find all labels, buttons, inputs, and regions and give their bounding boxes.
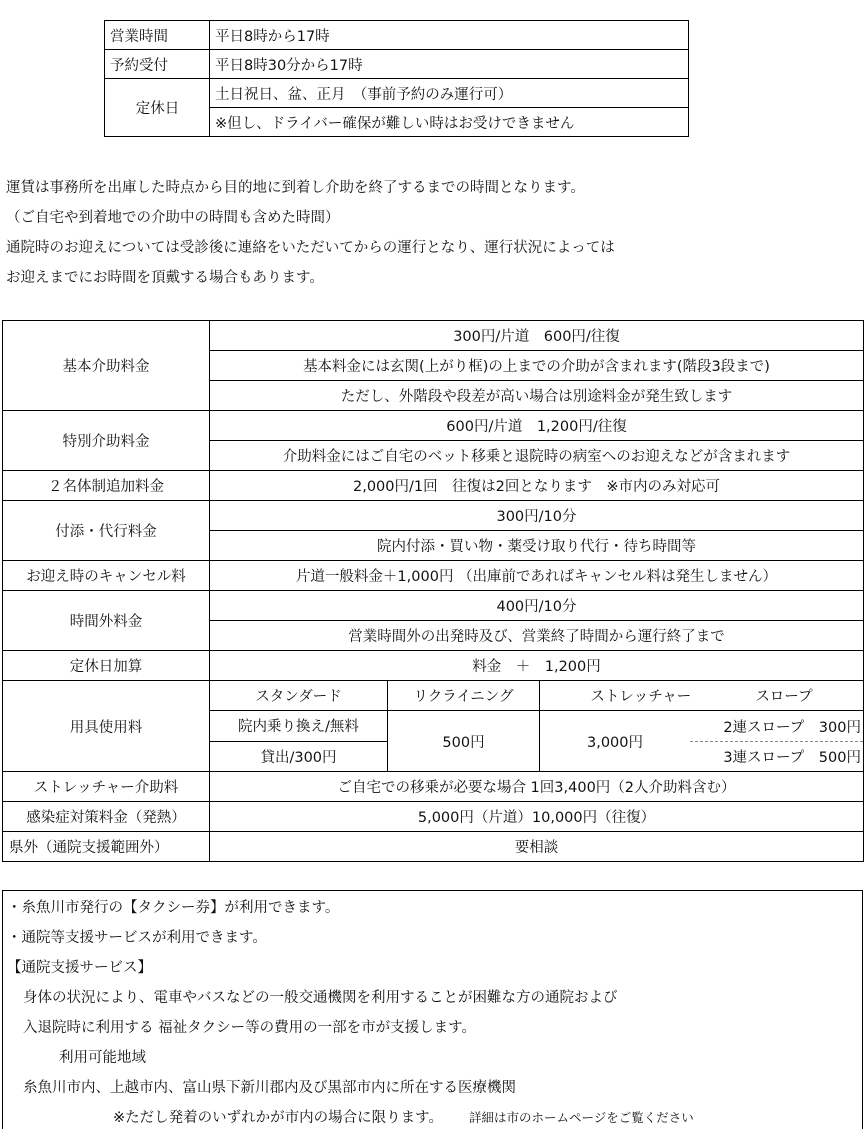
holidays-row bbox=[105, 79, 689, 108]
holiday-extra-value: 料金 ＋ 1,200円 bbox=[210, 651, 864, 681]
info-desc: 入退院時に利用する 福祉タクシー等の費用の一部を市が支援します。 bbox=[23, 1020, 476, 1036]
two-person-label: ２名体制追加料金 bbox=[3, 471, 210, 501]
info-condition: ※ただし発着のいずれかが市内の場合に限ります。 bbox=[113, 1110, 443, 1126]
fee-table bbox=[2, 320, 864, 862]
business-hours-table bbox=[104, 20, 689, 137]
basic-fee-label: 基本介助料金 bbox=[3, 321, 210, 411]
overtime-fee-price: 400円/10分 bbox=[210, 591, 864, 621]
reservation-label: 予約受付 bbox=[105, 50, 210, 79]
infection-fee-label: 感染症対策料金（発熱） bbox=[3, 802, 210, 832]
note-line: 運賃は事務所を出庫した時点から目的地に到着し介助を終了するまでの時間となります。 bbox=[6, 180, 585, 196]
overtime-fee-desc: 営業時間外の出発時及び、営業終了時間から運行終了まで bbox=[210, 621, 864, 651]
escort-fee-desc: 院内付添・買い物・薬受け取り代行・待ち時間等 bbox=[210, 531, 864, 561]
support-info-box bbox=[2, 890, 863, 1129]
equipment-header-slope: スロープ bbox=[755, 689, 813, 705]
reservation-row bbox=[105, 50, 689, 79]
equipment-standard-rental: 貸出/300円 bbox=[210, 741, 388, 772]
infection-fee-value: 5,000円（片道）10,000円（往復） bbox=[210, 802, 864, 832]
basic-fee-desc: 基本料金には玄関(上がり框)の上までの介助が含まれます(階段3段まで) bbox=[210, 351, 864, 381]
equipment-header-reclining: リクライニング bbox=[388, 681, 540, 711]
equipment-reclining-price: 500円 bbox=[388, 711, 540, 772]
equipment-header-standard: スタンダード bbox=[210, 681, 388, 711]
holidays-note: ※但し、ドライバー確保が難しい時はお受けできません bbox=[210, 108, 689, 137]
note-line: （ご自宅や到着地での介助中の時間も含めた時間） bbox=[6, 210, 340, 226]
info-heading: 【通院支援サービス】 bbox=[7, 960, 152, 976]
reservation-value: 平日8時30分から17時 bbox=[210, 50, 689, 79]
info-area-title: 利用可能地域 bbox=[59, 1050, 146, 1066]
escort-fee-label: 付添・代行料金 bbox=[3, 501, 210, 561]
info-details: 詳細は市のホームページをご覧ください bbox=[469, 1110, 694, 1125]
infection-fee-row bbox=[3, 802, 864, 832]
cancel-fee-row bbox=[3, 561, 864, 591]
special-fee-price: 600円/片道 1,200円/往復 bbox=[210, 411, 864, 441]
business-hours-value: 平日8時から17時 bbox=[210, 21, 689, 50]
info-support-service: ・通院等支援サービスが利用できます。 bbox=[7, 930, 267, 946]
holiday-extra-label: 定休日加算 bbox=[3, 651, 210, 681]
outside-pref-row bbox=[3, 832, 864, 862]
equipment-header-stretcher: ストレッチャー bbox=[590, 689, 692, 705]
holiday-extra-row bbox=[3, 651, 864, 681]
equipment-stretcher-slope-cell bbox=[540, 711, 864, 772]
note-line: お迎えまでにお時間を頂戴する場合もあります。 bbox=[6, 270, 324, 286]
equipment-standard-transfer: 院内乗り換え/無料 bbox=[210, 711, 388, 742]
equipment-fee-label: 用具使用料 bbox=[3, 681, 210, 772]
info-desc: 身体の状況により、電車やバスなどの一般交通機関を利用することが困難な方の通院および bbox=[23, 990, 618, 1006]
overtime-fee-row bbox=[3, 591, 864, 621]
holidays-value: 土日祝日、盆、正月 （事前予約のみ運行可） bbox=[210, 79, 689, 108]
info-taxi-ticket: ・糸魚川市発行の【タクシー券】が利用できます。 bbox=[7, 900, 340, 916]
equipment-header-row bbox=[3, 681, 864, 711]
equipment-stretcher-price: 3,000円 bbox=[586, 734, 643, 751]
special-fee-desc: 介助料金にはご自宅のベット移乗と退院時の病室へのお迎えなどが含まれます bbox=[210, 441, 864, 471]
cancel-fee-label: お迎え時のキャンセル料 bbox=[3, 561, 210, 591]
basic-fee-extra: ただし、外階段や段差が高い場合は別途料金が発生致します bbox=[210, 381, 864, 411]
two-person-value: 2,000円/1回 往復は2回となります ※市内のみ対応可 bbox=[210, 471, 864, 501]
business-hours-label: 営業時間 bbox=[105, 21, 210, 50]
holidays-label: 定休日 bbox=[105, 79, 210, 137]
note-line: 通院時のお迎えについては受診後に連絡をいただいてからの運行となり、運行状況によっては bbox=[6, 240, 615, 256]
basic-fee-price: 300円/片道 600円/往復 bbox=[210, 321, 864, 351]
equipment-slope-2: 2連スロープ 300円 bbox=[723, 719, 861, 736]
special-fee-row bbox=[3, 411, 864, 441]
info-condition-line bbox=[3, 1103, 862, 1129]
equipment-header-stretcher-slope bbox=[540, 681, 864, 711]
stretcher-care-label: ストレッチャー介助料 bbox=[3, 772, 210, 802]
stretcher-care-row bbox=[3, 772, 864, 802]
stretcher-care-value: ご自宅での移乗が必要な場合 1回3,400円（2人介助料含む） bbox=[210, 772, 864, 802]
equipment-slope-3: 3連スロープ 500円 bbox=[690, 741, 863, 771]
special-fee-label: 特別介助料金 bbox=[3, 411, 210, 471]
fare-notes bbox=[6, 173, 856, 293]
info-area: 糸魚川市内、上越市内、富山県下新川郡内及び黒部市内に所在する医療機関 bbox=[23, 1080, 516, 1096]
two-person-row bbox=[3, 471, 864, 501]
overtime-fee-label: 時間外料金 bbox=[3, 591, 210, 651]
cancel-fee-value: 片道一般料金＋1,000円 （出庫前であればキャンセル料は発生しません） bbox=[210, 561, 864, 591]
escort-fee-row bbox=[3, 501, 864, 531]
escort-fee-price: 300円/10分 bbox=[210, 501, 864, 531]
basic-fee-row bbox=[3, 321, 864, 351]
outside-pref-value: 要相談 bbox=[210, 832, 864, 862]
outside-pref-label: 県外（通院支援範囲外） bbox=[3, 832, 210, 862]
business-hours-row bbox=[105, 21, 689, 50]
